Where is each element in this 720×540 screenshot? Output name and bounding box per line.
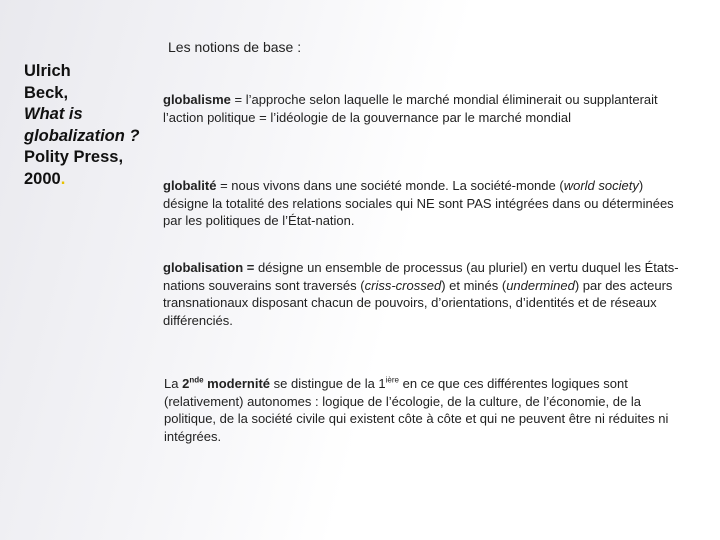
definition-text: = nous vivons dans une société monde. La société-monde ( xyxy=(216,178,564,193)
definition-globalisme xyxy=(163,91,683,126)
definition-text: désigne un ensemble de processus (au pluriel) en vertu duquel les États-nations souverains sont traversés ( xyxy=(163,260,679,293)
english-term: undermined xyxy=(506,277,575,293)
term-word: modernité xyxy=(203,376,271,391)
slide-title: Les notions de base : xyxy=(168,39,302,55)
term-superscript: nde xyxy=(189,375,204,385)
publisher: Polity Press, xyxy=(24,148,124,166)
author-last-name: Beck, xyxy=(24,83,69,102)
modernity-text: en ce que ces différentes logiques sont (relativement) autonomes : logique de l’écologie, de la culture, de l’économie, de la politique, de la société civile qui existent côte à côte et qui ne peuvent être ni réduites ni intégrées. xyxy=(164,376,669,444)
book-reference xyxy=(24,61,174,190)
book-title-line-1: What is xyxy=(24,105,83,123)
term-number: 2 xyxy=(182,376,190,391)
modernity-prefix: La xyxy=(164,376,183,391)
definition-globalisation xyxy=(163,259,683,329)
modernity-text: se distingue de la 1 xyxy=(270,376,386,391)
definition-text: ) et minés ( xyxy=(441,277,507,293)
first-superscript: ière xyxy=(385,375,399,385)
author-first-name: Ulrich xyxy=(24,62,71,80)
english-term: criss-crossed xyxy=(364,277,442,293)
definition-globalite xyxy=(163,177,683,230)
term-globalisme: globalisme xyxy=(163,92,231,107)
modernity-paragraph xyxy=(164,375,684,445)
term-second-modernity xyxy=(182,376,270,391)
definition-text: ) par des acteurs transnationaux disposant chacun de pouvoirs, d’orientations, d’identités et de réseaux différenciés. xyxy=(163,277,673,328)
year-suffix: . xyxy=(60,169,66,188)
term-globalisation: globalisation = xyxy=(163,260,255,275)
english-term: world society xyxy=(563,178,639,193)
definition-text: = l’approche selon laquelle le marché mondial éliminerait ou supplanterait l’action politique = l’idéologie de la gouvernance par le marché mondial xyxy=(163,92,658,125)
book-title-line-2: globalization ? xyxy=(24,126,140,145)
publication-year-line xyxy=(24,169,174,191)
term-globalite: globalité xyxy=(163,178,217,193)
definition-text: ) désigne la totalité des relations sociales qui NE sont PAS intégrées dans ou déterminées par les politiques de l’État-nation. xyxy=(163,178,674,228)
publication-year: 2000 xyxy=(24,169,61,188)
